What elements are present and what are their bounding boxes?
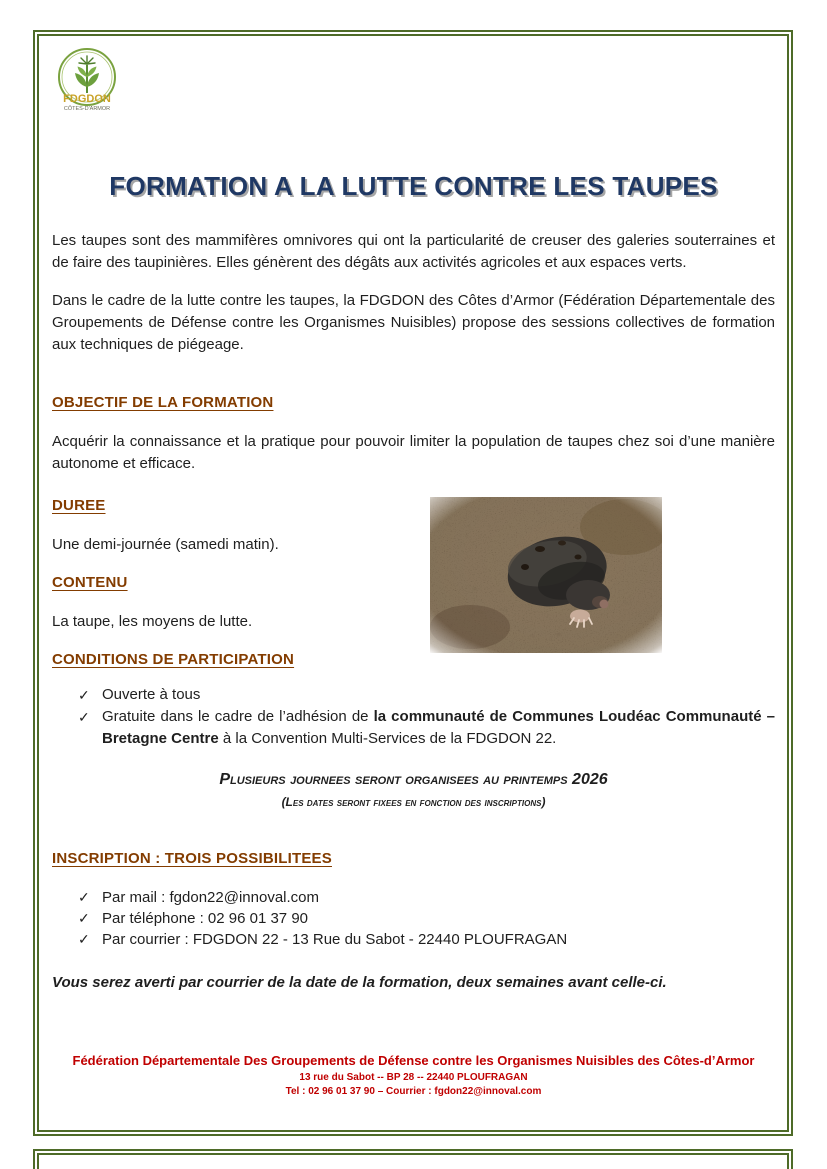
heading-conditions: CONDITIONS DE PARTICIPATION bbox=[52, 651, 295, 668]
fdgdon-logo bbox=[54, 46, 775, 124]
logo-subname: CÔTES-D'ARMOR bbox=[63, 106, 111, 112]
inscription-item-phone: Par téléphone : 02 96 01 37 90 bbox=[102, 910, 309, 927]
list-item bbox=[52, 706, 775, 750]
contenu-body: La taupe, les moyens de lutte. bbox=[52, 613, 253, 630]
inscription-list bbox=[52, 887, 775, 950]
list-item bbox=[52, 929, 775, 950]
footer-organisation: Fédération Départementale Des Groupements de Défense contre les Organismes Nuisibles des Côtes-d’Armor bbox=[72, 1053, 755, 1068]
inscription-item-mail: Par mail : fgdon22@innoval.com bbox=[102, 889, 320, 906]
page-content bbox=[52, 46, 775, 993]
list-item bbox=[52, 908, 775, 929]
duree-body: Une demi-journée (samedi matin). bbox=[52, 536, 279, 553]
check-icon: ✓ bbox=[78, 687, 90, 703]
footer-contact: Tel : 02 96 01 37 90 – Courrier : fgdon22@innoval.com bbox=[285, 1086, 542, 1097]
condition-item-2 bbox=[102, 706, 775, 750]
intro-paragraph-1: Les taupes sont des mammifères omnivores qui ont la particularité de creuser des galeries souterraines et de faire des taupinières. Elles génèrent des dégâts aux activités agricoles et aux espaces verts. bbox=[52, 232, 775, 271]
footer-address: 13 rue du Sabot -- BP 28 -- 22440 PLOUFRAGAN bbox=[299, 1072, 528, 1083]
conditions-list bbox=[52, 684, 775, 750]
check-icon: ✓ bbox=[78, 910, 90, 926]
page-title: FORMATION A LA LUTTE CONTRE LES TAUPES bbox=[109, 171, 718, 201]
condition-item-2-suffix: à la Convention Multi-Services de la FDGDON 22. bbox=[218, 730, 557, 747]
logo-name: FDGDON bbox=[63, 93, 111, 105]
announcement-line-2: (Les dates seront fixees en fonction des inscriptions) bbox=[281, 795, 546, 809]
heading-inscription: INSCRIPTION : TROIS POSSIBILITEES bbox=[52, 850, 332, 867]
next-page-border-frame bbox=[33, 1149, 793, 1169]
notice-text: Vous serez averti par courrier de la date de la formation, deux semaines avant celle-ci. bbox=[52, 974, 667, 991]
fdgdon-logo-icon bbox=[54, 46, 120, 124]
condition-item-2-bold: la communauté de Communes Loudéac Communauté – Bretagne Centre bbox=[102, 708, 775, 747]
heading-objectif: OBJECTIF DE LA FORMATION bbox=[52, 394, 274, 411]
inscription-item-courrier: Par courrier : FDGDON 22 - 13 Rue du Sabot - 22440 PLOUFRAGAN bbox=[102, 931, 568, 948]
check-icon: ✓ bbox=[78, 889, 90, 905]
mole-photo bbox=[430, 497, 662, 653]
footer bbox=[0, 1052, 827, 1099]
check-icon: ✓ bbox=[78, 709, 90, 725]
announcement-line-1: Plusieurs journees seront organisees au printemps 2026 bbox=[219, 771, 608, 788]
heading-duree: DUREE bbox=[52, 497, 106, 514]
intro-paragraph-2: Dans le cadre de la lutte contre les taupes, la FDGDON des Côtes d’Armor (Fédération Départementale des Groupements de Défense contre les Organismes Nuisibles) propose des sessions collectives de formation aux techniques de piégeage. bbox=[52, 292, 775, 353]
list-item bbox=[52, 887, 775, 908]
condition-item-2-prefix: Gratuite dans le cadre de l’adhésion de bbox=[102, 708, 374, 725]
objectif-body: Acquérir la connaissance et la pratique pour pouvoir limiter la population de taupes chez soi d’une manière autonome et efficace. bbox=[52, 433, 775, 472]
condition-item-1: Ouverte à tous bbox=[102, 686, 201, 703]
check-icon: ✓ bbox=[78, 931, 90, 947]
list-item bbox=[52, 684, 775, 706]
heading-contenu: CONTENU bbox=[52, 574, 128, 591]
mole-in-soil-image bbox=[430, 497, 662, 653]
